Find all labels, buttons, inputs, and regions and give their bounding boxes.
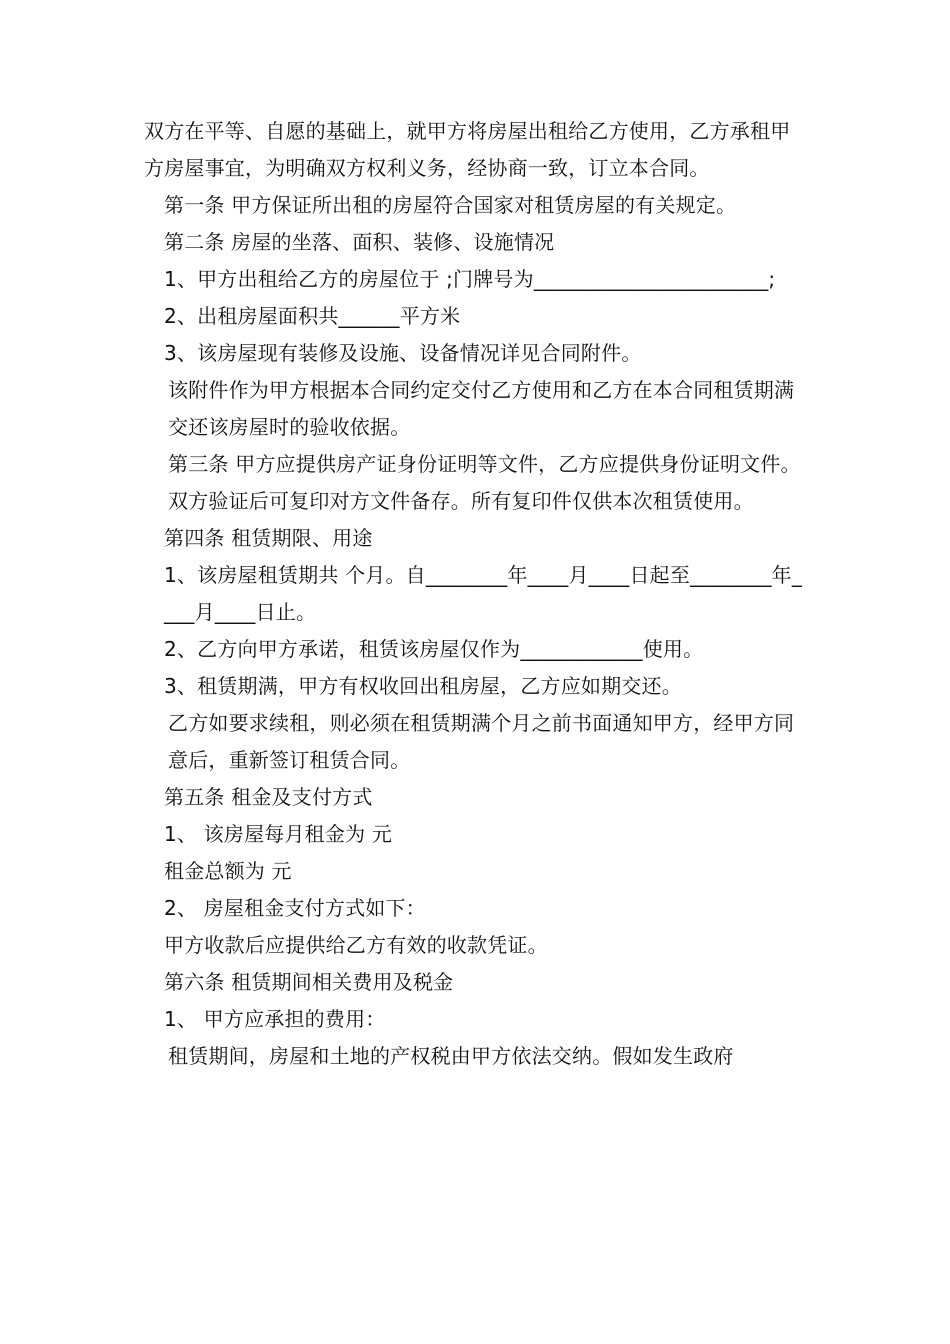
article-5-item-2: 2、 房屋租金支付方式如下： bbox=[164, 896, 426, 920]
document-body bbox=[144, 113, 808, 1075]
article-4-heading: 第四条 租赁期限、用途 bbox=[164, 526, 373, 550]
renewal-clause: 乙方如要求续租，则必须在租赁期满个月之前书面通知甲方，经甲方同意后，重新签订租赁合同。 bbox=[168, 711, 795, 772]
appendix-note: 该附件作为甲方根据本合同约定交付乙方使用和乙方在本合同租赁期满交还该房屋时的验收依据。 bbox=[168, 378, 795, 439]
article-4-item-1: 1、该房屋租赁期共 个月。自________年____月____日起至________年____月____日止。 bbox=[164, 563, 803, 624]
article-6-item-1: 1、 甲方应承担的费用： bbox=[164, 1007, 386, 1031]
article-4-item-3: 3、租赁期满，甲方有权收回出租房屋，乙方应如期交还。 bbox=[164, 674, 682, 698]
article-4-item-2: 2、乙方向甲方承诺，租赁该房屋仅作为____________使用。 bbox=[164, 637, 704, 661]
article-1: 第一条 甲方保证所出租的房屋符合国家对租赁房屋的有关规定。 bbox=[164, 193, 737, 217]
article-2-item-1: 1、甲方出租给乙方的房屋位于 ;门牌号为_______________________; bbox=[164, 267, 776, 291]
article-2-item-3: 3、该房屋现有装修及设施、设备情况详见合同附件。 bbox=[164, 341, 642, 365]
article-3: 第三条 甲方应提供房产证身份证明等文件，乙方应提供身份证明文件。双方验证后可复印对方文件备存。所有复印件仅供本次租赁使用。 bbox=[168, 452, 801, 513]
tax-clause: 租赁期间，房屋和土地的产权税由甲方依法交纳。假如发生政府 bbox=[168, 1044, 734, 1068]
intro-paragraph: 双方在平等、自愿的基础上，就甲方将房屋出租给乙方使用，乙方承租甲方房屋事宜，为明确双方权利义务，经协商一致，订立本合同。 bbox=[144, 119, 791, 180]
article-5-item-1: 1、 该房屋每月租金为 元 bbox=[164, 822, 393, 846]
article-2-item-2: 2、出租房屋面积共______平方米 bbox=[164, 304, 461, 328]
article-6-heading: 第六条 租赁期间相关费用及税金 bbox=[164, 970, 454, 994]
receipt-clause: 甲方收款后应提供给乙方有效的收款凭证。 bbox=[164, 933, 548, 957]
article-2-heading: 第二条 房屋的坐落、面积、装修、设施情况 bbox=[164, 230, 555, 254]
article-5-heading: 第五条 租金及支付方式 bbox=[164, 785, 373, 809]
rent-total: 租金总额为 元 bbox=[164, 859, 292, 883]
